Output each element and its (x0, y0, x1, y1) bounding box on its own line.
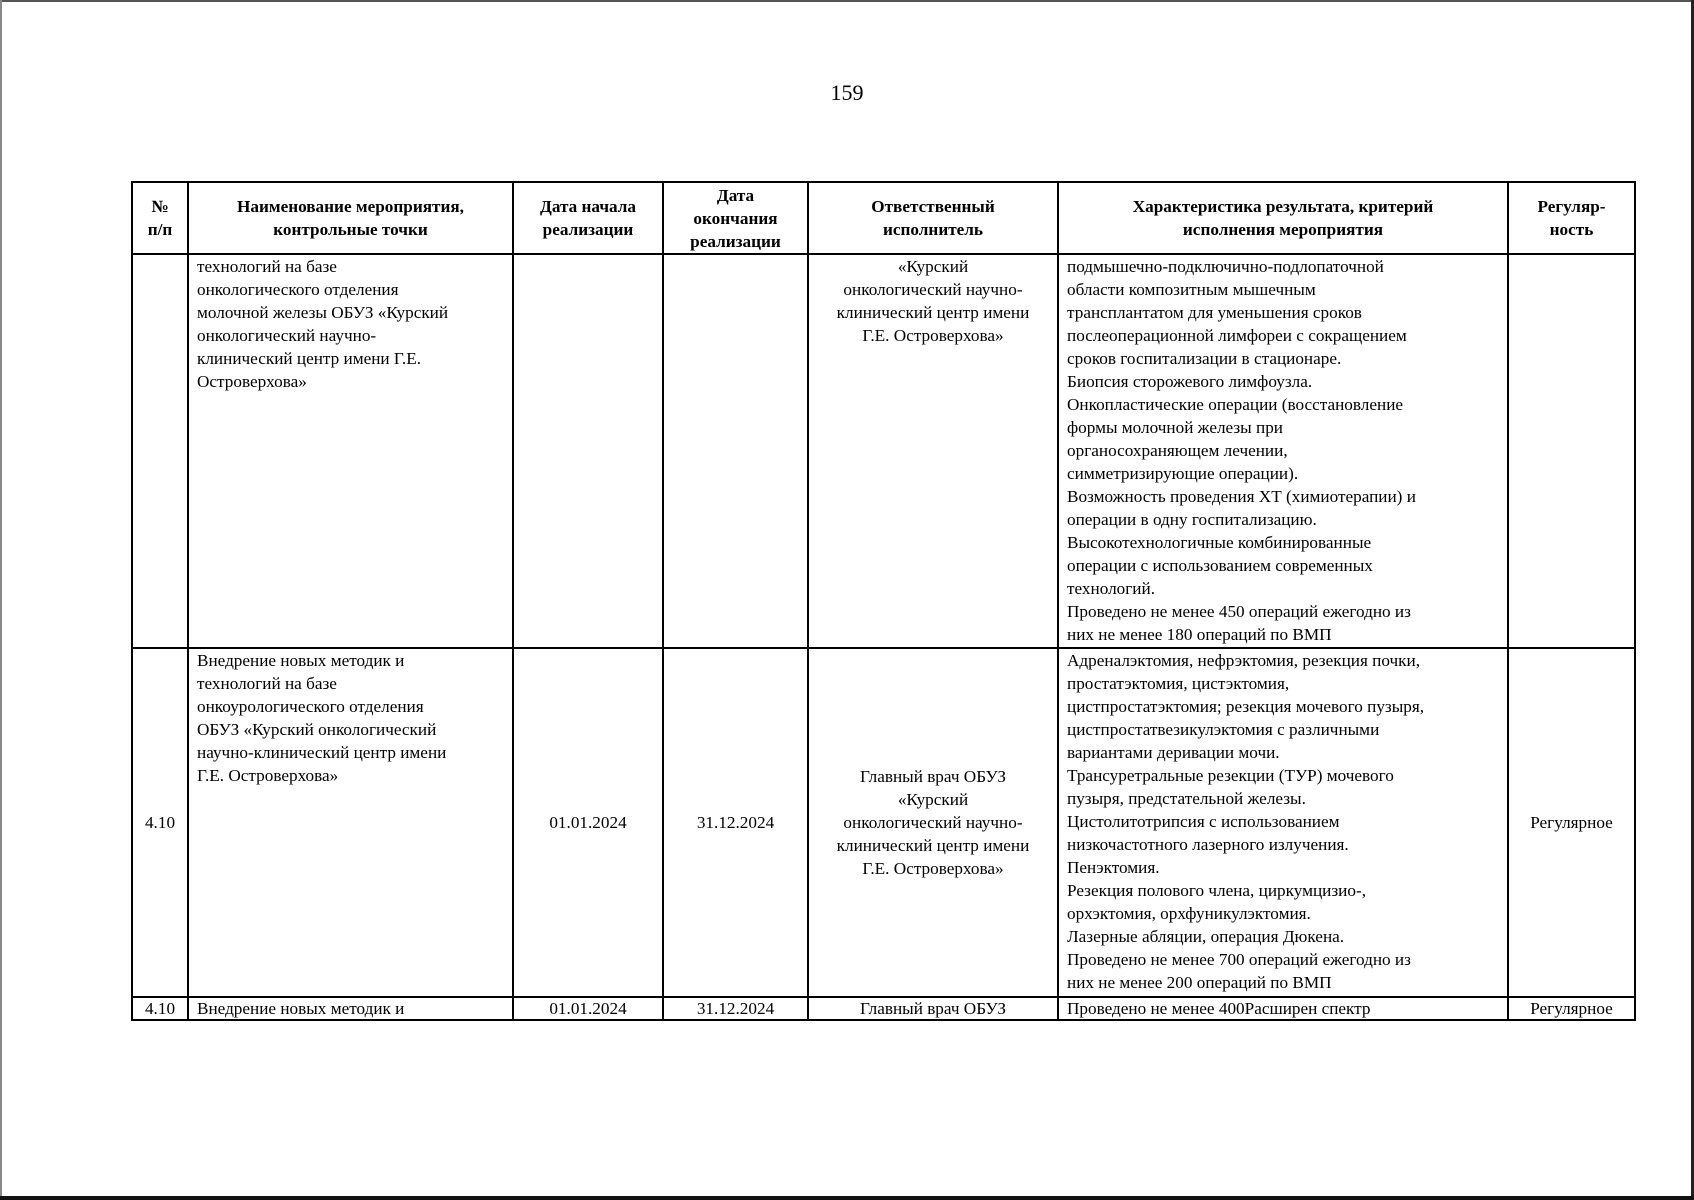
result-characteristic-cell (1058, 648, 1508, 997)
cell-text-line: Адреналэктомия, нефрэктомия, резекция почки, (1067, 651, 1421, 670)
cell-text-line: онкологический научно- (843, 280, 1023, 299)
cell-text-line: технологий на базе (197, 674, 337, 693)
cell-text-line: вариантами деривации мочи. (1067, 743, 1280, 762)
cell-text-line: симметризирующие операции). (1067, 464, 1299, 483)
cell-text-line: Проведено не менее 700 операций ежегодно из (1067, 950, 1411, 969)
cell-text-line: Высокотехнологичные комбинированные (1067, 533, 1372, 552)
cell-text-line: них не менее 200 операций по ВМП (1067, 973, 1332, 992)
measures-table (131, 181, 1636, 1021)
page-number: 159 (830, 80, 864, 105)
responsible-cell (808, 648, 1058, 997)
responsible-cell (808, 254, 1058, 648)
header-responsible: Ответственный исполнитель (808, 182, 1058, 254)
cell-text-line: цистпростатвезикулэктомия с различными (1067, 720, 1380, 739)
end-date-cell: 31.12.2024 (663, 648, 808, 997)
cell-text-line: Внедрение новых методик и (197, 651, 405, 670)
cell-text-line: Онкопластические операции (восстановление (1067, 395, 1404, 414)
cell-text-line: «Курский (897, 790, 969, 809)
cell-text-line: Проведено не менее 450 операций ежегодно из (1067, 602, 1411, 621)
cell-text-line: орхэктомия, орхфуникулэктомия. (1067, 904, 1311, 923)
cell-text-line: клинический центр имени (836, 836, 1030, 855)
regularity-cell: Регулярное (1508, 648, 1635, 997)
end-date-cell: 31.12.2024 (663, 997, 808, 1020)
cell-text-line: ОБУЗ «Курский онкологический (197, 720, 437, 739)
row-number-cell: 4.10 (132, 648, 188, 997)
cell-text-line: трансплантатом для уменьшения сроков (1067, 303, 1362, 322)
cell-text-line: Г.Е. Островерхова» (197, 766, 339, 785)
scan-edge-top (0, 0, 1694, 2)
cell-text-line: Цистолитотрипсия с использованием (1067, 812, 1340, 831)
cell-text-line: молочной железы ОБУЗ «Курский (197, 303, 449, 322)
header-measure-name: Наименование мероприятия, контрольные точки (188, 182, 513, 254)
measure-name-cell (188, 254, 513, 648)
cell-text-line: пузыря, предстательной железы. (1067, 789, 1306, 808)
scan-edge-left (0, 0, 2, 1200)
row-number-cell: 4.10 (132, 997, 188, 1020)
row-number-cell (132, 254, 188, 648)
cell-text-line: научно-клинический центр имени (197, 743, 447, 762)
table-header-row (132, 182, 1635, 254)
cell-text-line: низкочастотного лазерного излучения. (1067, 835, 1349, 854)
cell-text-line: Островерхова» (197, 372, 307, 391)
table-row (132, 648, 1635, 997)
measure-name-cell (188, 997, 513, 1020)
cell-text-line: Г.Е. Островерхова» (862, 859, 1004, 878)
cell-text-line: Главный врач ОБУЗ (859, 999, 1007, 1018)
cell-text-line: подмышечно-подключично-подлопаточной (1067, 257, 1384, 276)
cell-text-line: операции с использованием современных (1067, 556, 1373, 575)
cell-text-line: Г.Е. Островерхова» (862, 326, 1004, 345)
cell-text-line: клинический центр имени (836, 303, 1030, 322)
cell-text-line: Главный врач ОБУЗ (859, 767, 1007, 786)
cell-text-line: Возможность проведения ХТ (химиотерапии) и (1067, 487, 1416, 506)
cell-text-line: Внедрение новых методик и (197, 999, 405, 1018)
result-characteristic-cell (1058, 254, 1508, 648)
cell-text-line: Биопсия сторожевого лимфоузла. (1067, 372, 1313, 391)
start-date-cell: 01.01.2024 (513, 997, 663, 1020)
start-date-cell: 01.01.2024 (513, 648, 663, 997)
start-date-cell (513, 254, 663, 648)
cell-text-line: них не менее 180 операций по ВМП (1067, 625, 1332, 644)
responsible-cell (808, 997, 1058, 1020)
cell-text-line: онкологический научно- (197, 326, 377, 345)
cell-text-line: Трансуретральные резекции (ТУР) мочевого (1067, 766, 1394, 785)
cell-text-line: простатэктомия, цистэктомия, (1067, 674, 1290, 693)
cell-text-line: Лазерные абляции, операция Дюкена. (1067, 927, 1345, 946)
cell-text-line: органосохраняющем лечении, (1067, 441, 1288, 460)
end-date-cell (663, 254, 808, 648)
cell-text-line: онкологического отделения (197, 280, 399, 299)
regularity-cell (1508, 254, 1635, 648)
cell-text-line: Проведено не менее 400Расширен спектр (1067, 999, 1371, 1018)
cell-text-line: онкоурологического отделения (197, 697, 424, 716)
header-end-date: Дата окончания реализации (663, 182, 808, 254)
cell-text-line: технологий. (1067, 579, 1155, 598)
header-regularity: Регуляр- ность (1508, 182, 1635, 254)
measure-name-cell (188, 648, 513, 997)
cell-text-line: операции в одну госпитализацию. (1067, 510, 1317, 529)
cell-text-line: формы молочной железы при (1067, 418, 1284, 437)
table-row (132, 254, 1635, 648)
header-start-date: Дата начала реализации (513, 182, 663, 254)
scan-edge-bottom (0, 1196, 1694, 1200)
header-number: № п/п (132, 182, 188, 254)
regularity-cell: Регулярное (1508, 997, 1635, 1020)
cell-text-line: сроков госпитализации в стационаре. (1067, 349, 1342, 368)
cell-text-line: клинический центр имени Г.Е. (197, 349, 422, 368)
table-row (132, 997, 1635, 1020)
cell-text-line: онкологический научно- (843, 813, 1023, 832)
cell-text-line: технологий на базе (197, 257, 337, 276)
cell-text-line: области композитным мышечным (1067, 280, 1316, 299)
cell-text-line: послеоперационной лимфореи с сокращением (1067, 326, 1407, 345)
result-characteristic-cell (1058, 997, 1508, 1020)
cell-text-line: Пенэктомия. (1067, 858, 1160, 877)
header-result-characteristic: Характеристика результата, критерий исполнения мероприятия (1058, 182, 1508, 254)
cell-text-line: Резекция полового члена, циркумцизио-, (1067, 881, 1366, 900)
cell-text-line: цистпростатэктомия; резекция мочевого пузыря, (1067, 697, 1425, 716)
cell-text-line: «Курский (897, 257, 969, 276)
